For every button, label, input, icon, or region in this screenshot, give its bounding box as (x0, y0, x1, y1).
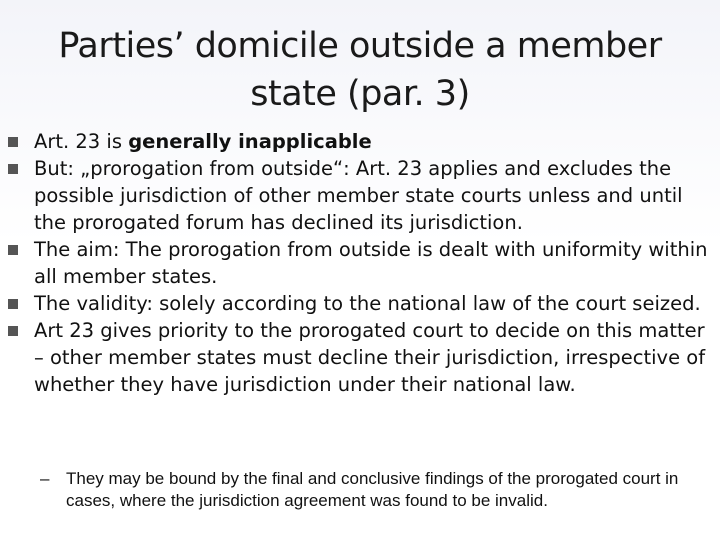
bullet-text: The aim: The prorogation from outside is dealt with uniformity within all member states. (34, 238, 708, 288)
bullet-text-emphasis: generally inapplicable (128, 130, 372, 153)
dash-bullet-icon: – (40, 469, 50, 488)
square-bullet-icon (8, 245, 18, 255)
square-bullet-icon (8, 137, 18, 147)
square-bullet-icon (8, 326, 18, 336)
bullet-text-prefix: Art. 23 is (34, 130, 129, 153)
bullet-item (8, 128, 708, 155)
bullet-list (8, 128, 708, 398)
bullet-text: But: „prorogation from outside“: Art. 23 applies and excludes the possible jurisdiction of other member state courts unless and until the prorogated forum has declined its jurisdiction. (34, 157, 683, 234)
square-bullet-icon (8, 299, 18, 309)
slide-title: Parties’ domicile outside a member state (par. 3) (58, 26, 662, 114)
bullet-text: Art 23 gives priority to the prorogated court to decide on this matter – other member states must decline their jurisdiction, irrespective of whether they have jurisdiction under their national law. (34, 319, 706, 396)
bullet-text: The validity: solely according to the national law of the court seized. (34, 292, 701, 315)
sub-bullet-item (40, 468, 700, 511)
sub-bullet-text: They may be bound by the final and conclusive findings of the prorogated court in cases, where the jurisdiction agreement was found to be invalid. (66, 469, 679, 510)
bullet-item (8, 290, 708, 317)
bullet-item (8, 317, 708, 398)
square-bullet-icon (8, 164, 18, 174)
bullet-item (8, 155, 708, 236)
bullet-item (8, 236, 708, 290)
